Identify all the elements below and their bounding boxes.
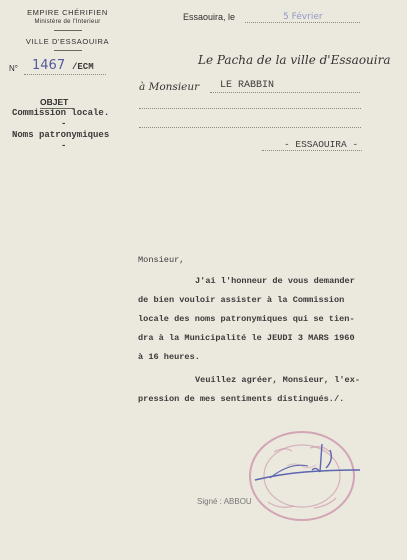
- date-rule: [245, 22, 360, 23]
- letterhead-ministry: Ministère de l'Interieur: [34, 19, 101, 25]
- letterhead-divider: [54, 50, 82, 51]
- body-line-2: de bien vouloir assister à la Commission: [138, 295, 345, 305]
- recipient-rule: [210, 92, 360, 93]
- salutation: Monsieur,: [138, 255, 185, 265]
- objet-line-1: Commission locale.: [12, 108, 110, 118]
- place-date-label: Essaouira, le: [183, 12, 236, 22]
- signature-label: Signé : ABBOU: [197, 497, 252, 506]
- objet-line-2: Noms patronymiques: [12, 130, 110, 140]
- sender-title: Le Pacha de la ville d'Essaouira: [198, 53, 391, 67]
- address-rule-3: [262, 150, 362, 151]
- letterhead-empire: EMPIRE CHÉRIFIEN: [27, 8, 108, 17]
- recipient-name: LE RABBIN: [220, 80, 275, 91]
- date-handwritten: 5 Février: [283, 12, 323, 22]
- address-rule-2: [139, 127, 361, 128]
- reference-suffix: /ECM: [72, 62, 94, 72]
- recipient-city: - ESSAOUIRA -: [284, 139, 359, 150]
- objet-dash-1: -: [61, 119, 67, 129]
- closing-line-1: Veuillez agréer, Monsieur, l'ex-: [195, 375, 361, 385]
- body-line-3: locale des noms patronymiques qui se tien-: [138, 314, 355, 324]
- body-line-4: dra à la Municipalité le JEUDI 3 MARS 1960: [138, 333, 355, 343]
- reference-number-handwritten: 1467: [32, 58, 66, 73]
- address-rule-1: [139, 108, 361, 109]
- reference-prefix: N°: [9, 64, 18, 73]
- letterhead-divider: [54, 30, 82, 31]
- objet-label: OBJET: [40, 97, 69, 107]
- body-line-1: J'ai l'honneur de vous demander: [195, 276, 355, 286]
- objet-dash-2: -: [61, 141, 67, 151]
- body-line-5: à 16 heures.: [138, 352, 200, 362]
- letterhead-city: VILLE D'ESSAOUIRA: [25, 37, 110, 46]
- reference-rule: [24, 74, 106, 75]
- closing-line-2: pression de mes sentiments distingués./.: [138, 394, 345, 404]
- signature: [250, 432, 370, 492]
- recipient-prefix: à Monsieur: [139, 81, 200, 93]
